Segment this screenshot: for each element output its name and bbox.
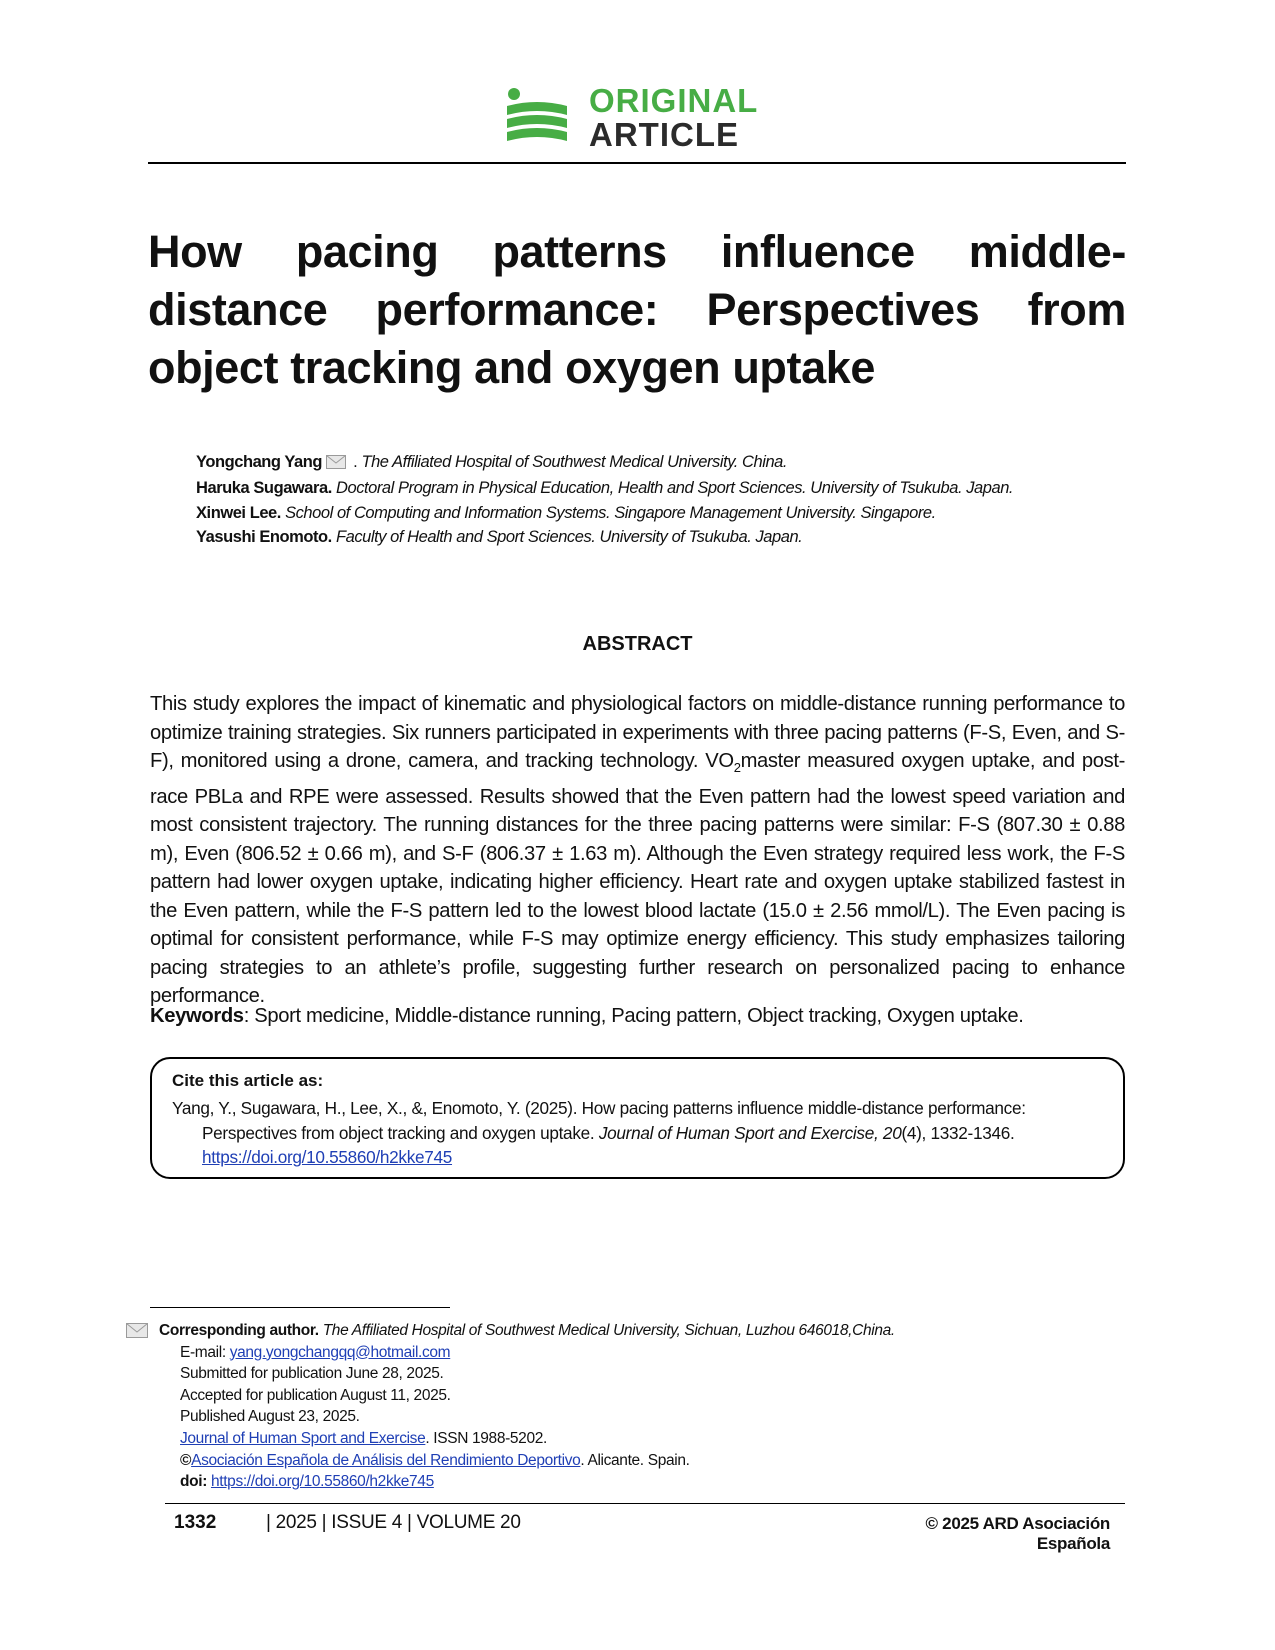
keywords-label: Keywords bbox=[150, 1005, 244, 1027]
author-entry bbox=[196, 450, 1206, 476]
keywords-list: : Sport medicine, Middle-distance running, Pacing pattern, Object tracking, Oxygen uptake. bbox=[243, 1005, 1024, 1027]
corr-affiliation: The Affiliated Hospital of Southwest Medical University, Sichuan, Luzhou 646018,China. bbox=[322, 1322, 895, 1339]
citation-doi-link[interactable]: https://doi.org/10.55860/h2kke745 bbox=[202, 1147, 453, 1167]
submitted-date: Submitted for publication June 28, 2025. bbox=[180, 1365, 444, 1383]
issn: . ISSN 1988-5202. bbox=[425, 1429, 547, 1447]
citation-line2: Perspectives from object tracking and oxygen uptake. bbox=[202, 1122, 599, 1143]
citation-text bbox=[172, 1096, 1104, 1170]
author-separator: . bbox=[349, 453, 362, 471]
citation-line1: Yang, Y., Sugawara, H., Lee, X., &, Enomoto, Y. (2025). How pacing patterns influence middle-distance performance: bbox=[172, 1098, 1026, 1118]
envelope-icon bbox=[126, 1323, 148, 1343]
corresponding-author bbox=[159, 1320, 1159, 1342]
published-date: Published August 23, 2025. bbox=[180, 1408, 360, 1426]
citation-heading: Cite this article as: bbox=[172, 1071, 324, 1090]
abstract-text-part1: This study explores the impact of kinematic and physiological factors on middle-distance running performance to optimize training strategies. Six runners participated in experiments with three pacing patterns (F-S, Even, and S-F), monitored using a drone, camera, and tracking technology. VO bbox=[150, 693, 1125, 772]
abstract-text-part2: master measured oxygen uptake, and post-race PBLa and RPE were assessed. Results showed that the Even pattern had the lowest speed variation and most consistent trajectory. The running distances for the three pacing patterns were similar: F-S (807.30 ± 0.88 m), Even (806.52 ± 0.66 m), and S-F (806.37 ± 1.63 m). Although the Even strategy required less work, the F-S pattern had lower oxygen uptake, indicating higher efficiency. Heart rate and oxygen uptake stabilized fastest in the Even pattern, while the F-S pattern led to the lowest blood lactate (15.0 ± 2.56 mmol/L). The Even pacing is optimal for consistent performance, while F-S may optimize energy efficiency. This study emphasizes tailoring pacing strategies to an athlete’s profile, suggesting further research on personalized pacing to enhance performance. bbox=[150, 750, 1125, 1008]
email-line bbox=[159, 1342, 1159, 1364]
citation-continuation bbox=[172, 1121, 1104, 1170]
society-location: . Alicante. Spain. bbox=[580, 1451, 690, 1469]
author-entry bbox=[196, 501, 1206, 525]
footer-divider bbox=[165, 1503, 1125, 1504]
email-label: E-mail: bbox=[180, 1343, 230, 1361]
author-name: Yasushi Enomoto. bbox=[196, 528, 332, 547]
citation-issue: (4), 1332-1346. bbox=[901, 1122, 1015, 1143]
footnote bbox=[159, 1320, 1159, 1493]
author-affiliation: Doctoral Program in Physical Education, Health and Sport Sciences. University of Tsukuba. Japan. bbox=[336, 479, 1014, 498]
author-affiliation: School of Computing and Information Systems. Singapore Management University. Singapore. bbox=[285, 503, 936, 522]
author-list bbox=[196, 450, 1206, 550]
footer-copyright: © 2025 ARD Asociación Española bbox=[925, 1514, 1110, 1553]
doi-line bbox=[159, 1471, 1159, 1493]
logo-line-original: ORIGINAL bbox=[589, 82, 759, 119]
author-affiliation: The Affiliated Hospital of Southwest Medical University. China. bbox=[361, 453, 788, 471]
email-link[interactable]: yang.yongchangqq@hotmail.com bbox=[229, 1343, 451, 1361]
issue-info: | 2025 | ISSUE 4 | VOLUME 20 bbox=[266, 1512, 521, 1533]
footnote-divider bbox=[150, 1307, 450, 1308]
header-divider bbox=[148, 162, 1126, 164]
journal-line bbox=[159, 1428, 1159, 1450]
logo-line-article: ARTICLE bbox=[589, 116, 739, 153]
footnote-doi-link[interactable]: https://doi.org/10.55860/h2kke745 bbox=[210, 1473, 434, 1491]
journal-link[interactable]: Journal of Human Sport and Exercise bbox=[180, 1429, 426, 1447]
citation-journal: Journal of Human Sport and Exercise, 20 bbox=[598, 1122, 902, 1143]
author-affiliation: Faculty of Health and Sport Sciences. University of Tsukuba. Japan. bbox=[335, 528, 803, 547]
accepted-date: Accepted for publication August 11, 2025. bbox=[180, 1386, 451, 1404]
author-entry bbox=[196, 525, 1206, 549]
society-line bbox=[159, 1450, 1159, 1472]
logo-stripes-icon bbox=[505, 88, 569, 146]
copyright-symbol: © bbox=[180, 1451, 192, 1469]
abstract-subscript: 2 bbox=[733, 760, 741, 776]
author-entry bbox=[196, 476, 1206, 500]
author-name: Yongchang Yang bbox=[196, 453, 323, 471]
author-name: Haruka Sugawara. bbox=[196, 479, 332, 498]
abstract-heading: ABSTRACT bbox=[582, 633, 693, 655]
society-link[interactable]: Asociación Española de Análisis del Rendimiento Deportivo bbox=[191, 1451, 581, 1469]
article-title: How pacing patterns influence middle-distance performance: Perspectives from object tracking and oxygen uptake bbox=[148, 226, 1126, 393]
envelope-icon bbox=[326, 452, 346, 476]
corr-label: Corresponding author. bbox=[159, 1322, 319, 1339]
journal-logo bbox=[505, 82, 795, 152]
doi-label: doi: bbox=[180, 1473, 208, 1491]
abstract-body bbox=[150, 690, 1125, 1011]
keywords bbox=[150, 1005, 1125, 1028]
author-name: Xinwei Lee. bbox=[196, 503, 281, 522]
page-number: 1332 bbox=[174, 1512, 217, 1533]
